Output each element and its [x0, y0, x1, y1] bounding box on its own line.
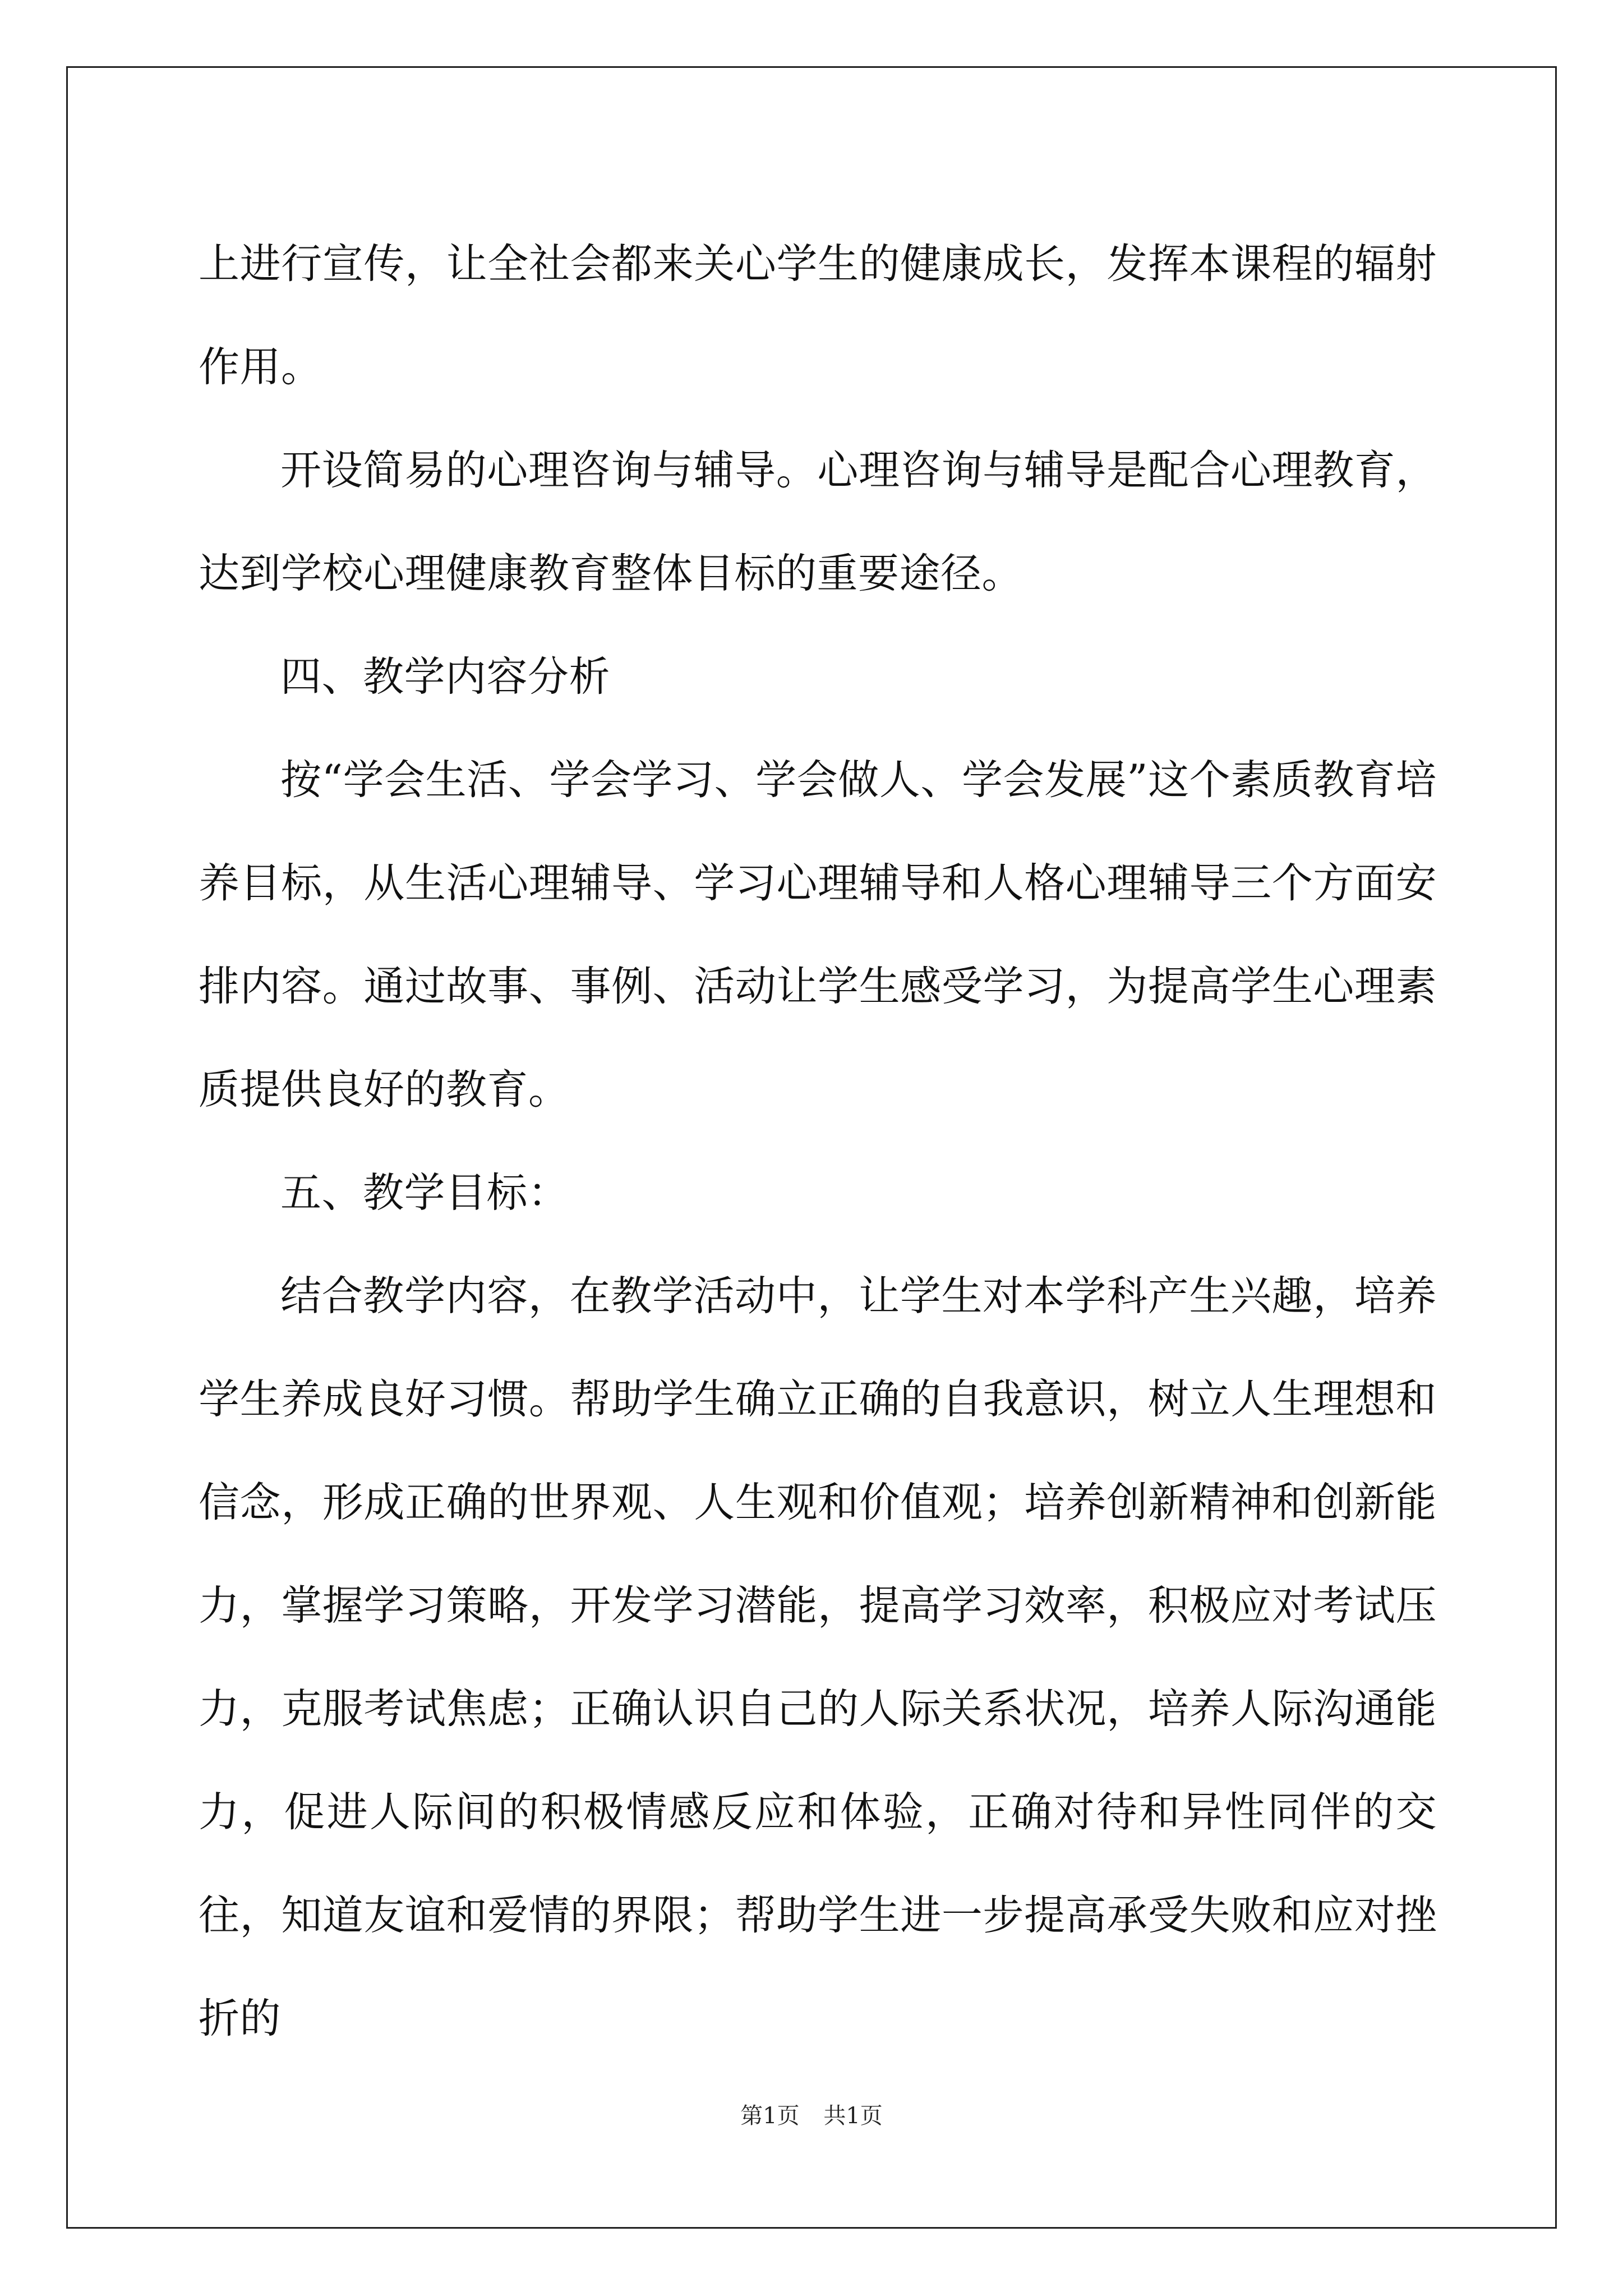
- paragraph-content-analysis: 按“学会生活、学会学习、学会做人、学会发展”这个素质教育培养目标，从生活心理辅导、学习心理辅导和人格心理辅导三个方面安排内容。通过故事、事例、活动让学生感受学习，为提高学生心理素质提供良好的教育。: [199, 756, 1437, 1114]
- paragraph-teaching-goals: 结合教学内容，在教学活动中，让学生对本学科产生兴趣，培养学生养成良好习惯。帮助学生确立正确的自我意识，树立人生理想和信念，形成正确的世界观、人生观和价值观；培养创新精神和创新能力，掌握学习策略，开发学习潜能，提高学习效率，积极应对考试压力，克服考试焦虑；正确认识自己的人际关系状况，培养人际沟通能力，促进人际间的积极情感反应和体验，正确对待和异性同伴的交往，知道友谊和爱情的界限；帮助学生进一步提高承受失败和应对挫折的: [199, 1272, 1437, 2042]
- section-heading-teaching-goals: 五、教学目标：: [280, 1169, 569, 1217]
- paragraph-counseling: 开设简易的心理咨询与辅导。心理咨询与辅导是配合心理教育，达到学校心理健康教育整体目标的重要途径。: [199, 447, 1437, 597]
- page-footer: [0, 2098, 1623, 2130]
- paragraph-continuation: 上进行宣传，让全社会都来关心学生的健康成长，发挥本课程的辐射作用。: [199, 240, 1437, 391]
- total-pages: 共1页: [823, 2103, 883, 2129]
- page-number: 第1页: [740, 2103, 800, 2129]
- document-body: [199, 213, 1437, 2070]
- section-heading-content-analysis: 四、教学内容分析: [280, 653, 610, 701]
